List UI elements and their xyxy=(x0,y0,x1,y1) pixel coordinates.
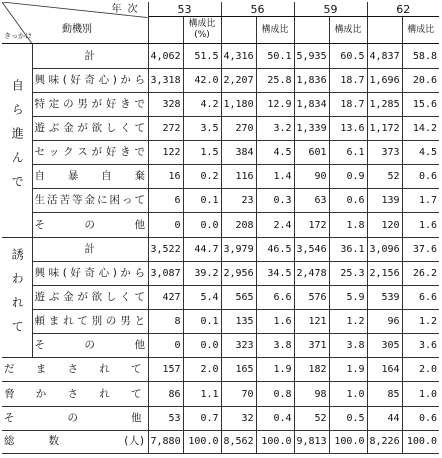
count-cell: 2,478 xyxy=(294,261,329,285)
count-cell: 53 xyxy=(148,406,183,430)
count-cell: 1,339 xyxy=(294,116,329,140)
row-label: 特定の男が好きで xyxy=(32,92,148,116)
ratio-cell: 20.6 xyxy=(402,68,439,92)
count-cell: 182 xyxy=(294,358,329,382)
year-header-56: 56 xyxy=(221,2,294,17)
ratio-cell: 14.2 xyxy=(402,116,439,140)
row-label: 遊ぶ金が欲しくて xyxy=(32,116,148,140)
ratio-subheader: 構成比 xyxy=(329,17,367,44)
group-label-1 xyxy=(2,237,32,358)
ratio-cell: 1.2 xyxy=(329,310,367,334)
row-label: 遊ぶ金が欲しくて xyxy=(32,285,148,309)
ratio-cell: 0.8 xyxy=(256,382,294,406)
table-row xyxy=(2,358,439,382)
count-cell: 70 xyxy=(221,382,256,406)
count-cell: 96 xyxy=(367,310,402,334)
ratio-cell: 1.5 xyxy=(183,141,221,165)
table-row xyxy=(2,116,439,140)
count-cell: 135 xyxy=(221,310,256,334)
count-subheader xyxy=(148,17,183,44)
ratio-cell: 42.0 xyxy=(183,68,221,92)
group-label-text: 誘われて xyxy=(10,247,25,344)
table-row xyxy=(2,237,439,261)
count-cell: 576 xyxy=(294,285,329,309)
count-cell: 2,956 xyxy=(221,261,256,285)
ratio-cell: 4.5 xyxy=(402,141,439,165)
ratio-cell: 5.4 xyxy=(183,285,221,309)
statistics-table xyxy=(2,2,439,454)
ratio-cell: 0.6 xyxy=(402,406,439,430)
count-subheader xyxy=(221,17,256,44)
count-cell: 3,979 xyxy=(221,237,256,261)
count-cell: 384 xyxy=(221,141,256,165)
ratio-cell: 100.0 xyxy=(183,430,221,453)
count-cell: 3,522 xyxy=(148,237,183,261)
count-cell: 8 xyxy=(148,310,183,334)
ratio-cell: 100.0 xyxy=(402,430,439,453)
total-label xyxy=(2,430,148,453)
count-cell: 539 xyxy=(367,285,402,309)
row-label: その他 xyxy=(32,213,148,237)
count-cell: 116 xyxy=(221,165,256,189)
group-label-0 xyxy=(2,44,32,237)
row-label: 興味(好奇心)から xyxy=(32,261,148,285)
count-cell: 16 xyxy=(148,165,183,189)
ratio-cell: 58.8 xyxy=(402,44,439,68)
count-cell: 121 xyxy=(294,310,329,334)
total-row xyxy=(2,430,439,453)
ratio-cell: 51.5 xyxy=(183,44,221,68)
ratio-cell: 1.0 xyxy=(329,382,367,406)
table-row xyxy=(2,261,439,285)
count-cell: 1,172 xyxy=(367,116,402,140)
table-row xyxy=(2,213,439,237)
count-cell: 157 xyxy=(148,358,183,382)
ratio-cell: 18.7 xyxy=(329,92,367,116)
count-cell: 8,562 xyxy=(221,430,256,453)
count-cell: 44 xyxy=(367,406,402,430)
count-cell: 565 xyxy=(221,285,256,309)
count-subheader xyxy=(367,17,402,44)
count-cell: 328 xyxy=(148,92,183,116)
count-cell: 120 xyxy=(367,213,402,237)
ratio-cell: 0.6 xyxy=(402,165,439,189)
count-cell: 52 xyxy=(367,165,402,189)
count-cell: 165 xyxy=(221,358,256,382)
ratio-cell: 1.4 xyxy=(256,165,294,189)
ratio-cell: 39.2 xyxy=(183,261,221,285)
ratio-cell: 0.0 xyxy=(183,213,221,237)
group-label-text: 自ら進んで xyxy=(10,79,25,200)
count-cell: 1,834 xyxy=(294,92,329,116)
table-row xyxy=(2,141,439,165)
row-label: その他 xyxy=(2,406,148,430)
ratio-cell: 46.5 xyxy=(256,237,294,261)
count-cell: 63 xyxy=(294,189,329,213)
ratio-cell: 1.6 xyxy=(256,310,294,334)
ratio-subheader: 構成比 xyxy=(402,17,439,44)
total-label-text: 総数 xyxy=(4,435,93,448)
count-cell: 3,087 xyxy=(148,261,183,285)
ratio-cell: 5.9 xyxy=(329,285,367,309)
header-row-years xyxy=(2,2,439,17)
row-label: 興味(好奇心)から xyxy=(32,68,148,92)
table-row xyxy=(2,382,439,406)
count-cell: 2,156 xyxy=(367,261,402,285)
header-motive-label: 動機別 xyxy=(62,24,92,35)
count-cell: 4,062 xyxy=(148,44,183,68)
ratio-cell: 6.1 xyxy=(329,141,367,165)
ratio-cell: 4.5 xyxy=(256,141,294,165)
table-row xyxy=(2,334,439,358)
count-cell: 3,096 xyxy=(367,237,402,261)
count-cell: 1,836 xyxy=(294,68,329,92)
row-label: 頼まれて別の男と xyxy=(32,310,148,334)
ratio-cell: 0.2 xyxy=(183,165,221,189)
table-body xyxy=(2,2,439,454)
ratio-cell: 0.3 xyxy=(256,189,294,213)
ratio-cell: 1.6 xyxy=(402,213,439,237)
ratio-cell: 60.5 xyxy=(329,44,367,68)
ratio-cell: 1.7 xyxy=(402,189,439,213)
ratio-cell: 3.6 xyxy=(402,334,439,358)
ratio-cell: 1.0 xyxy=(402,382,439,406)
count-cell: 601 xyxy=(294,141,329,165)
count-cell: 371 xyxy=(294,334,329,358)
table-row xyxy=(2,68,439,92)
count-cell: 7,880 xyxy=(148,430,183,453)
ratio-cell: 15.6 xyxy=(402,92,439,116)
row-label: 計 xyxy=(32,237,148,261)
ratio-cell: 6.6 xyxy=(402,285,439,309)
ratio-cell: 0.5 xyxy=(329,406,367,430)
ratio-cell: 0.1 xyxy=(183,310,221,334)
ratio-cell: 36.1 xyxy=(329,237,367,261)
count-cell: 373 xyxy=(367,141,402,165)
count-cell: 172 xyxy=(294,213,329,237)
count-cell: 6 xyxy=(148,189,183,213)
ratio-cell: 1.9 xyxy=(329,358,367,382)
ratio-cell: 0.7 xyxy=(183,406,221,430)
ratio-cell: 0.4 xyxy=(256,406,294,430)
table-row xyxy=(2,406,439,430)
header-trigger-label: きっかけ xyxy=(4,32,32,40)
ratio-cell: 1.1 xyxy=(183,382,221,406)
ratio-cell: 100.0 xyxy=(329,430,367,453)
count-cell: 5,935 xyxy=(294,44,329,68)
row-label: 計 xyxy=(32,44,148,68)
ratio-cell: 34.5 xyxy=(256,261,294,285)
ratio-cell: 1.9 xyxy=(256,358,294,382)
table-row xyxy=(2,44,439,68)
row-label: 生活苦等金に困って xyxy=(32,189,148,213)
row-label: 自暴自棄 xyxy=(32,165,148,189)
count-cell: 305 xyxy=(367,334,402,358)
count-cell: 23 xyxy=(221,189,256,213)
ratio-cell: 0.6 xyxy=(329,189,367,213)
ratio-subheader: 構成比 (%) xyxy=(183,17,221,44)
count-cell: 208 xyxy=(221,213,256,237)
count-cell: 3,318 xyxy=(148,68,183,92)
count-cell: 86 xyxy=(148,382,183,406)
header-year-label: 年次 xyxy=(111,4,144,15)
ratio-cell: 18.7 xyxy=(329,68,367,92)
count-cell: 164 xyxy=(367,358,402,382)
count-cell: 8,226 xyxy=(367,430,402,453)
ratio-cell: 100.0 xyxy=(256,430,294,453)
count-cell: 52 xyxy=(294,406,329,430)
table-row xyxy=(2,92,439,116)
ratio-cell: 2.0 xyxy=(183,358,221,382)
ratio-cell: 0.1 xyxy=(183,189,221,213)
year-header-59: 59 xyxy=(294,2,367,17)
count-cell: 4,837 xyxy=(367,44,402,68)
ratio-cell: 0.9 xyxy=(329,165,367,189)
row-label: セックスが好きで xyxy=(32,141,148,165)
ratio-cell: 2.0 xyxy=(402,358,439,382)
row-label: その他 xyxy=(32,334,148,358)
count-cell: 2,207 xyxy=(221,68,256,92)
ratio-subheader: 構成比 xyxy=(256,17,294,44)
ratio-cell: 13.6 xyxy=(329,116,367,140)
header-corner-cell xyxy=(2,2,148,44)
total-unit: (人) xyxy=(124,435,145,448)
ratio-cell: 37.6 xyxy=(402,237,439,261)
ratio-cell: 6.6 xyxy=(256,285,294,309)
count-cell: 98 xyxy=(294,382,329,406)
table-row xyxy=(2,165,439,189)
count-cell: 122 xyxy=(148,141,183,165)
count-cell: 3,546 xyxy=(294,237,329,261)
ratio-cell: 3.8 xyxy=(256,334,294,358)
ratio-cell: 2.4 xyxy=(256,213,294,237)
count-cell: 272 xyxy=(148,116,183,140)
count-cell: 1,180 xyxy=(221,92,256,116)
row-label: 脅かされて xyxy=(2,382,148,406)
ratio-cell: 12.9 xyxy=(256,92,294,116)
count-cell: 427 xyxy=(148,285,183,309)
ratio-cell: 4.2 xyxy=(183,92,221,116)
year-header-53: 53 xyxy=(148,2,221,17)
table-row xyxy=(2,285,439,309)
ratio-cell: 3.5 xyxy=(183,116,221,140)
count-cell: 323 xyxy=(221,334,256,358)
ratio-cell: 25.3 xyxy=(329,261,367,285)
count-cell: 85 xyxy=(367,382,402,406)
ratio-cell: 1.2 xyxy=(402,310,439,334)
count-cell: 1,696 xyxy=(367,68,402,92)
count-cell: 90 xyxy=(294,165,329,189)
ratio-cell: 44.7 xyxy=(183,237,221,261)
count-cell: 0 xyxy=(148,334,183,358)
count-cell: 0 xyxy=(148,213,183,237)
count-cell: 1,285 xyxy=(367,92,402,116)
ratio-cell: 3.2 xyxy=(256,116,294,140)
count-cell: 139 xyxy=(367,189,402,213)
count-cell: 32 xyxy=(221,406,256,430)
ratio-cell: 1.8 xyxy=(329,213,367,237)
row-label: だまされて xyxy=(2,358,148,382)
table-row xyxy=(2,189,439,213)
ratio-cell: 3.8 xyxy=(329,334,367,358)
count-cell: 9,813 xyxy=(294,430,329,453)
count-cell: 270 xyxy=(221,116,256,140)
ratio-cell: 25.8 xyxy=(256,68,294,92)
count-cell: 4,316 xyxy=(221,44,256,68)
ratio-cell: 0.0 xyxy=(183,334,221,358)
table-row xyxy=(2,310,439,334)
count-subheader xyxy=(294,17,329,44)
ratio-cell: 50.1 xyxy=(256,44,294,68)
year-header-62: 62 xyxy=(367,2,439,17)
ratio-cell: 26.2 xyxy=(402,261,439,285)
